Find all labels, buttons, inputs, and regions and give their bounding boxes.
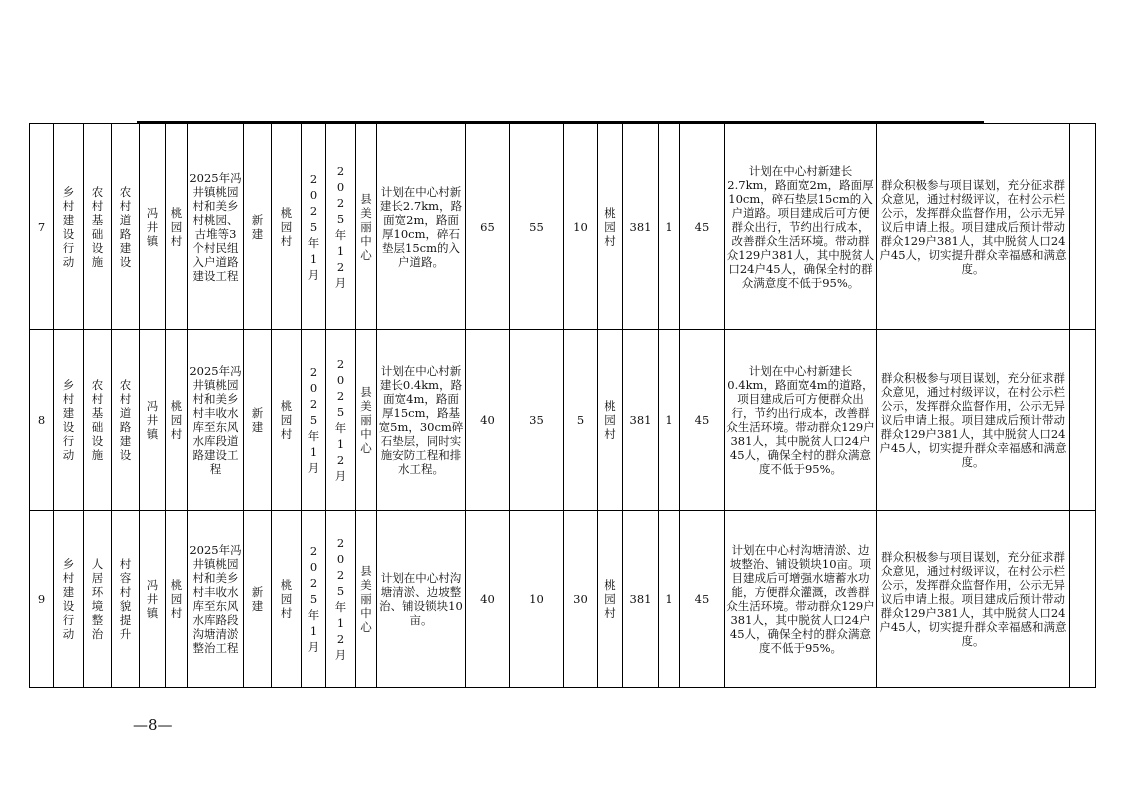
row-content: 计划在中心村沟塘清淤、边坡整治、铺设锁块10亩。 — [377, 511, 466, 688]
row-people: 381 — [623, 511, 659, 688]
project-table — [29, 123, 1096, 688]
row-people: 381 — [623, 330, 659, 511]
row-type: 农村道路建设 — [112, 124, 140, 330]
row-total: 40 — [466, 330, 510, 511]
row-dept: 县美丽中心 — [356, 124, 377, 330]
page-number: —8— — [133, 716, 173, 734]
row-project-name: 2025年冯井镇桃园村和美乡村桃园、古堆等3个村民组入户道路建设工程 — [188, 124, 244, 330]
row-subcategory: 农村基础设施 — [84, 330, 112, 511]
row-one: 1 — [659, 124, 680, 330]
row-poor: 45 — [680, 124, 725, 330]
row-nature: 新建 — [244, 511, 272, 688]
row-poor: 45 — [680, 330, 725, 511]
row-benefit: 计划在中心村新建长0.4km，路面宽4m的道路，项目建成后可方便群众出行，节约出行成本，改善群众生活环境。带动群众129户381人，其中脱贫人口24户45人，确保全村的群众满意度不低于95%。 — [725, 330, 877, 511]
row-mechanism: 群众积极参与项目谋划，充分征求群众意见，通过村级评议，在村公示栏公示，发挥群众监督作用，公示无异议后申请上报。项目建成后预计带动群众129户381人，其中脱贫人口24户45人，切实提升群众幸福感和满意度。 — [877, 124, 1070, 330]
row-town: 冯井镇 — [140, 330, 166, 511]
row-location: 桃园村 — [272, 330, 302, 511]
row-beneficiary-village: 桃园村 — [598, 124, 623, 330]
row-type: 村容村貌提升 — [112, 511, 140, 688]
row-one: 1 — [659, 330, 680, 511]
row-end-date: 2025年12月 — [326, 330, 356, 511]
row-one: 1 — [659, 511, 680, 688]
row-fund-a: 10 — [510, 511, 564, 688]
row-fund-b: 5 — [564, 330, 598, 511]
row-nature: 新建 — [244, 124, 272, 330]
row-seq: 7 — [30, 124, 54, 330]
row-remark — [1070, 124, 1096, 330]
row-category: 乡村建设行动 — [54, 330, 84, 511]
row-project-name: 2025年冯井镇桃园村和美乡村丰收水库至东风水库路段沟塘清淤整治工程 — [188, 511, 244, 688]
table-row — [30, 511, 1096, 688]
row-content: 计划在中心村新建长2.7km，路面宽2m，路面厚10cm，碎石垫层15cm的入户道路。 — [377, 124, 466, 330]
row-seq: 9 — [30, 511, 54, 688]
row-beneficiary-village: 桃园村 — [598, 511, 623, 688]
row-people: 381 — [623, 124, 659, 330]
row-remark — [1070, 511, 1096, 688]
row-subcategory: 人居环境整治 — [84, 511, 112, 688]
row-benefit: 计划在中心村新建长2.7km，路面宽2m，路面厚10cm，碎石垫层15cm的入户道路。项目建成后可方便群众出行，节约出行成本，改善群众生活环境。带动群众129户381人，其中脱贫人口24户45人，确保全村的群众满意度不低于95%。 — [725, 124, 877, 330]
row-content: 计划在中心村新建长0.4km，路面宽4m，路面厚15cm，路基宽5m，30cm碎石垫层，同时实施安防工程和排水工程。 — [377, 330, 466, 511]
row-village: 桃园村 — [166, 330, 188, 511]
row-start-date: 2025年1月 — [302, 511, 326, 688]
row-end-date: 2025年12月 — [326, 511, 356, 688]
row-village: 桃园村 — [166, 124, 188, 330]
row-fund-b: 10 — [564, 124, 598, 330]
row-beneficiary-village: 桃园村 — [598, 330, 623, 511]
row-fund-b: 30 — [564, 511, 598, 688]
row-town: 冯井镇 — [140, 124, 166, 330]
row-start-date: 2025年1月 — [302, 330, 326, 511]
row-subcategory: 农村基础设施 — [84, 124, 112, 330]
table-row — [30, 124, 1096, 330]
row-project-name: 2025年冯井镇桃园村和美乡村丰收水库至东风水库段道路建设工程 — [188, 330, 244, 511]
row-nature: 新建 — [244, 330, 272, 511]
row-remark — [1070, 330, 1096, 511]
row-end-date: 2025年12月 — [326, 124, 356, 330]
row-benefit: 计划在中心村沟塘清淤、边坡整治、铺设锁块10亩。项目建成后可增强水塘蓄水功能，方便群众灌溉，改善群众生活环境。带动群众129户381人，其中脱贫人口24户45人，确保全村的群众满意度不低于95%。 — [725, 511, 877, 688]
row-village: 桃园村 — [166, 511, 188, 688]
row-category: 乡村建设行动 — [54, 124, 84, 330]
row-dept: 县美丽中心 — [356, 511, 377, 688]
row-location: 桃园村 — [272, 511, 302, 688]
row-total: 65 — [466, 124, 510, 330]
row-town: 冯井镇 — [140, 511, 166, 688]
row-seq: 8 — [30, 330, 54, 511]
row-type: 农村道路建设 — [112, 330, 140, 511]
row-dept: 县美丽中心 — [356, 330, 377, 511]
row-poor: 45 — [680, 511, 725, 688]
row-mechanism: 群众积极参与项目谋划，充分征求群众意见，通过村级评议，在村公示栏公示，发挥群众监督作用，公示无异议后申请上报。项目建成后预计带动群众129户381人，其中脱贫人口24户45人，切实提升群众幸福感和满意度。 — [877, 511, 1070, 688]
row-mechanism: 群众积极参与项目谋划，充分征求群众意见，通过村级评议，在村公示栏公示，发挥群众监督作用，公示无异议后申请上报。项目建成后预计带动群众129户381人，其中脱贫人口24户45人，切实提升群众幸福感和满意度。 — [877, 330, 1070, 511]
row-fund-a: 35 — [510, 330, 564, 511]
row-location: 桃园村 — [272, 124, 302, 330]
row-category: 乡村建设行动 — [54, 511, 84, 688]
row-total: 40 — [466, 511, 510, 688]
row-start-date: 2025年1月 — [302, 124, 326, 330]
row-fund-a: 55 — [510, 124, 564, 330]
table-row — [30, 330, 1096, 511]
